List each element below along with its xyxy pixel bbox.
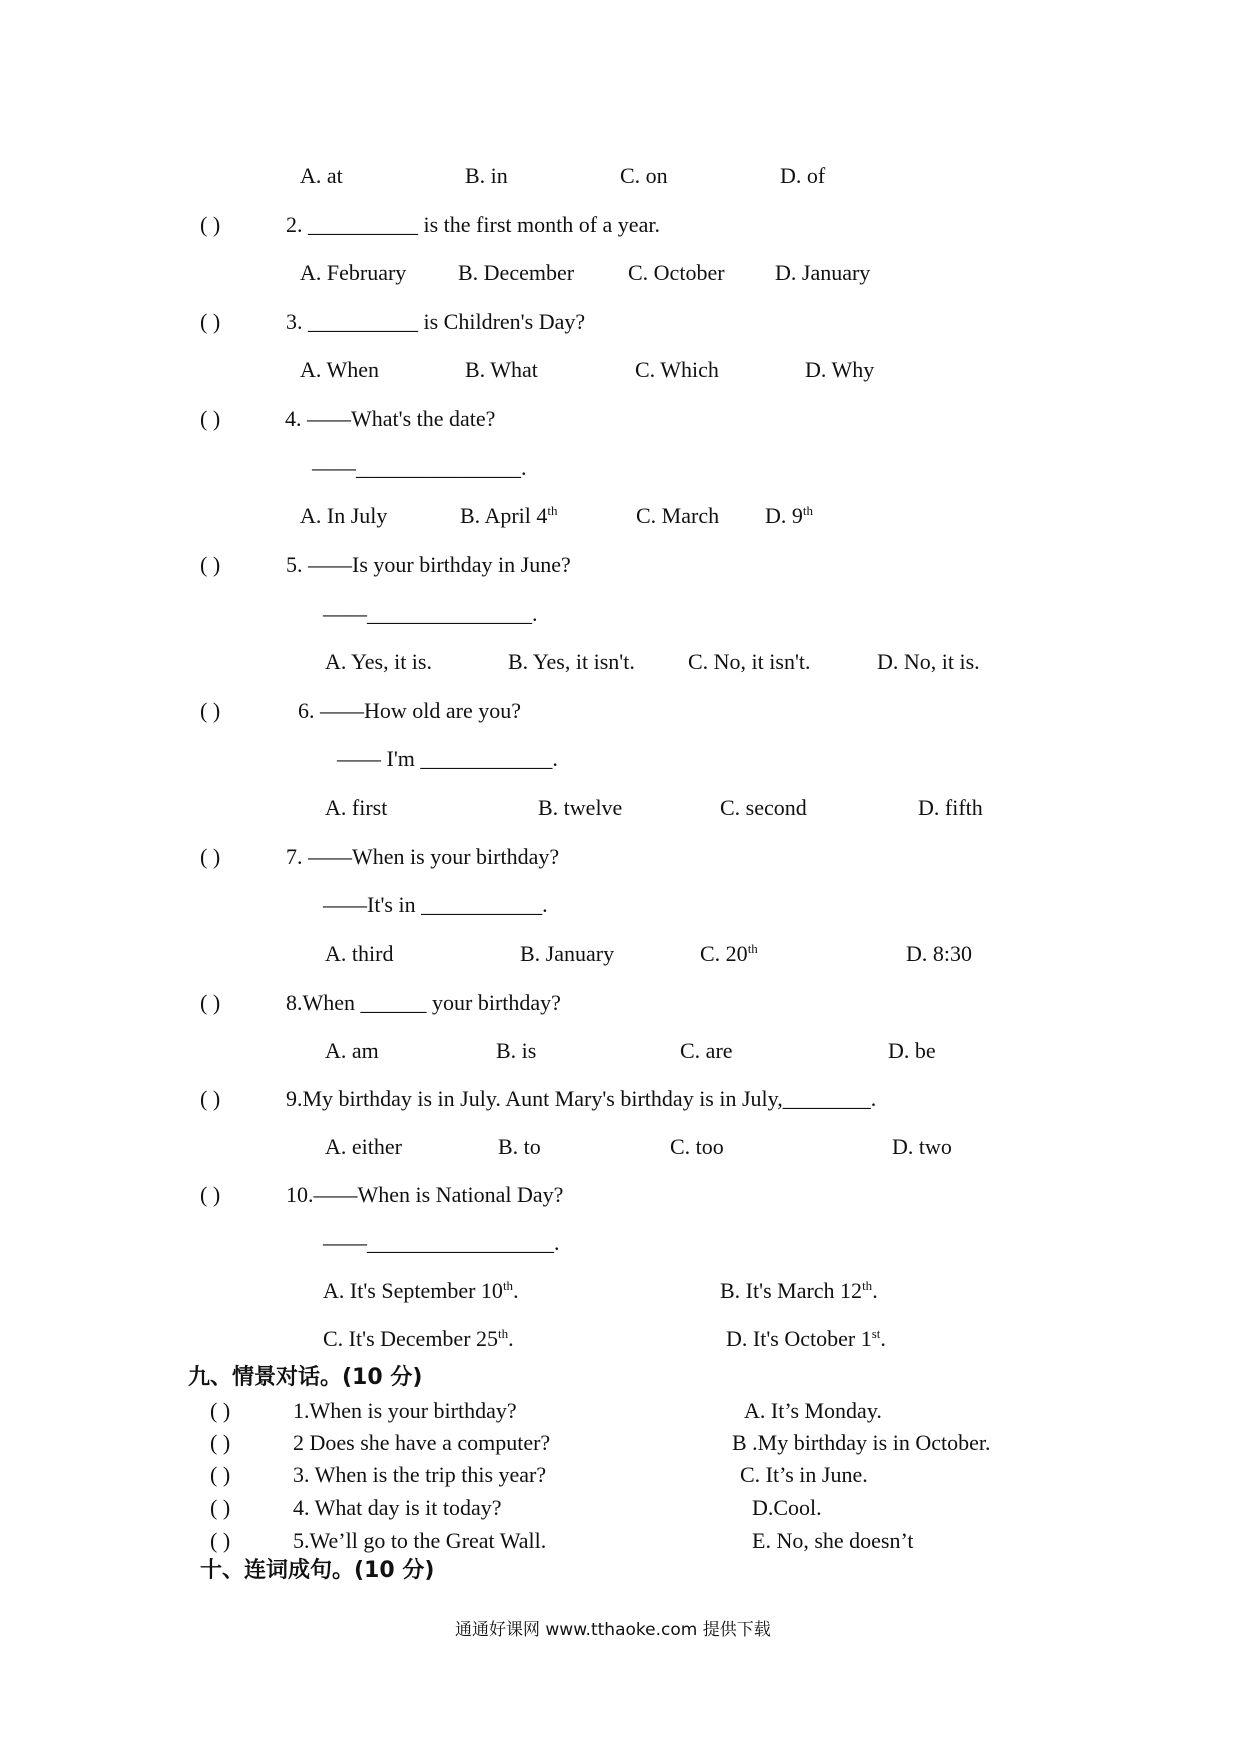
s9-row3-blank[interactable]: ( ) <box>210 1462 231 1487</box>
section10-title: 十、连词成句。(10 分) <box>200 1558 435 1583</box>
q9-option-c: C. too <box>670 1134 724 1159</box>
q5-option-b: B. Yes, it isn't. <box>508 649 635 674</box>
q2-option-b: B. December <box>458 260 575 285</box>
q7-option-c: C. 20th <box>700 941 758 966</box>
q3-option-b: B. What <box>465 357 538 382</box>
q4-stem: 4. ——What's the date? <box>285 406 496 431</box>
s9-row1-blank[interactable]: ( ) <box>210 1398 231 1423</box>
q10-option-b: B. It's March 12th. <box>720 1278 878 1303</box>
q3-option-c: C. Which <box>635 357 719 382</box>
q10-stem: 10.——When is National Day? <box>286 1182 564 1207</box>
q10-option-c: C. It's December 25th. <box>323 1326 514 1351</box>
q2-option-d: D. January <box>775 260 871 285</box>
q9-option-d: D. two <box>892 1134 952 1159</box>
q4-answer-blank[interactable]: ( ) <box>200 406 221 431</box>
q7-option-a: A. third <box>325 941 394 966</box>
q3-option-d: D. Why <box>805 357 875 382</box>
s9-row5-blank[interactable]: ( ) <box>210 1528 231 1553</box>
s9-row2-blank[interactable]: ( ) <box>210 1430 231 1455</box>
q4-answer-line: ——_______________. <box>312 455 527 480</box>
q8-option-c: C. are <box>680 1038 733 1063</box>
q1-option-d: D. of <box>780 163 826 188</box>
q2-answer-blank[interactable]: ( ) <box>200 212 221 237</box>
s9-row5-answer: E. No, she doesn’t <box>752 1528 914 1553</box>
q6-option-d: D. fifth <box>918 795 983 820</box>
q2-option-c: C. October <box>628 260 725 285</box>
q5-answer-blank[interactable]: ( ) <box>200 552 221 577</box>
q4-option-a: A. In July <box>300 503 388 528</box>
q8-option-d: D. be <box>888 1038 936 1063</box>
q8-stem: 8.When ______ your birthday? <box>286 990 561 1015</box>
q7-answer-blank[interactable]: ( ) <box>200 844 221 869</box>
q10-option-d: D. It's October 1st. <box>726 1326 886 1351</box>
s9-row4-question: 4. What day is it today? <box>293 1495 502 1520</box>
footer-credit: 通通好课网 www.tthaoke.com 提供下载 <box>455 1620 771 1640</box>
q10-option-a: A. It's September 10th. <box>323 1278 519 1303</box>
s9-row1-answer: A. It’s Monday. <box>744 1398 882 1423</box>
q2-option-a: A. February <box>300 260 407 285</box>
q6-stem: 6. ——How old are you? <box>298 698 522 723</box>
q4-option-b: B. April 4th <box>460 503 558 528</box>
q9-option-a: A. either <box>325 1134 402 1159</box>
q10-answer-line: ——_________________. <box>323 1230 560 1255</box>
q8-option-b: B. is <box>496 1038 537 1063</box>
q6-answer-line: —— I'm ____________. <box>337 746 558 771</box>
q7-answer-line: ——It's in ___________. <box>323 892 548 917</box>
q5-option-d: D. No, it is. <box>877 649 980 674</box>
s9-row2-answer: B .My birthday is in October. <box>732 1430 991 1455</box>
q5-stem: 5. ——Is your birthday in June? <box>286 552 571 577</box>
s9-row4-blank[interactable]: ( ) <box>210 1495 231 1520</box>
q4-option-c: C. March <box>636 503 720 528</box>
q9-option-b: B. to <box>498 1134 541 1159</box>
q6-option-b: B. twelve <box>538 795 623 820</box>
s9-row3-question: 3. When is the trip this year? <box>293 1462 547 1487</box>
q7-stem: 7. ——When is your birthday? <box>286 844 560 869</box>
q3-stem: 3. __________ is Children's Day? <box>286 309 586 334</box>
q5-answer-line: ——_______________. <box>323 601 538 626</box>
s9-row4-answer: D.Cool. <box>752 1495 822 1520</box>
q7-option-d: D. 8:30 <box>906 941 972 966</box>
q4-option-d: D. 9th <box>765 503 814 528</box>
q9-stem: 9.My birthday is in July. Aunt Mary's birthday is in July,________. <box>286 1086 877 1111</box>
section9-title: 九、情景对话。(10 分) <box>188 1365 423 1390</box>
q1-option-c: C. on <box>620 163 668 188</box>
s9-row1-question: 1.When is your birthday? <box>293 1398 517 1423</box>
q9-answer-blank[interactable]: ( ) <box>200 1086 221 1111</box>
q1-option-a: A. at <box>300 163 343 188</box>
q10-answer-blank[interactable]: ( ) <box>200 1182 221 1207</box>
q6-option-a: A. first <box>325 795 388 820</box>
q5-option-c: C. No, it isn't. <box>688 649 811 674</box>
s9-row5-question: 5.We’ll go to the Great Wall. <box>293 1528 547 1553</box>
q8-option-a: A. am <box>325 1038 379 1063</box>
q8-answer-blank[interactable]: ( ) <box>200 990 221 1015</box>
q6-option-c: C. second <box>720 795 807 820</box>
q5-option-a: A. Yes, it is. <box>325 649 432 674</box>
q1-option-b: B. in <box>465 163 508 188</box>
q3-answer-blank[interactable]: ( ) <box>200 309 221 334</box>
q7-option-b: B. January <box>520 941 615 966</box>
s9-row2-question: 2 Does she have a computer? <box>293 1430 551 1455</box>
s9-row3-answer: C. It’s in June. <box>740 1462 868 1487</box>
q3-option-a: A. When <box>300 357 380 382</box>
q2-stem: 2. __________ is the first month of a year. <box>286 212 660 237</box>
q6-answer-blank[interactable]: ( ) <box>200 698 221 723</box>
